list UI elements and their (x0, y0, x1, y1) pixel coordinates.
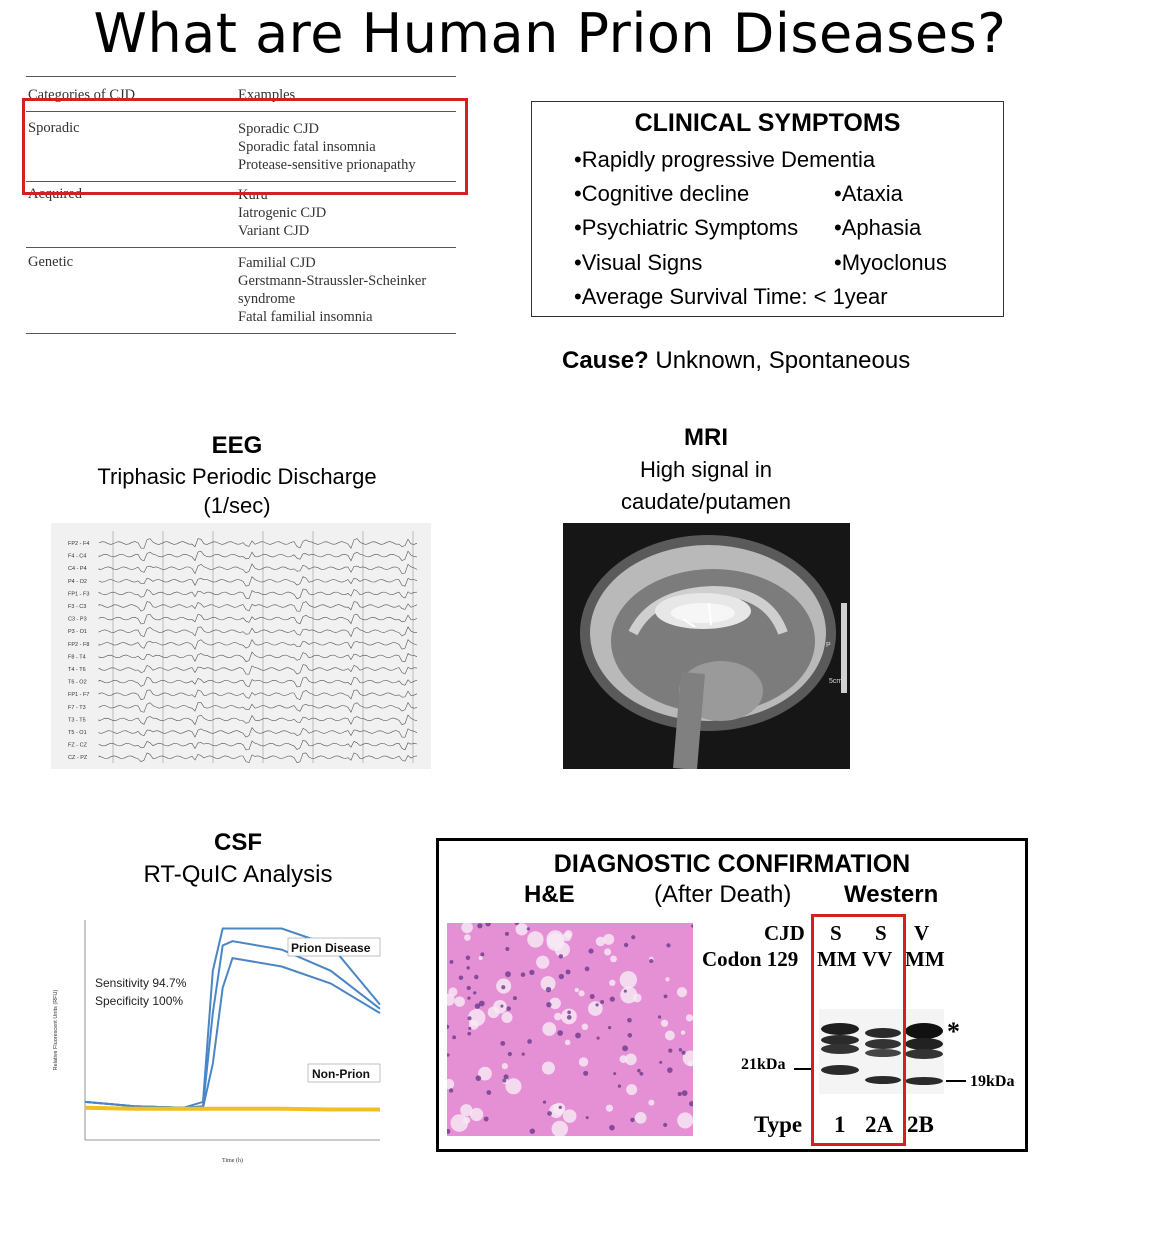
cjd-label: CJD (764, 921, 805, 945)
eeg-channel-label: T4 - T6 (68, 667, 86, 673)
eeg-trace (99, 715, 417, 725)
eeg-channel-label: FP2 - F8 (68, 641, 90, 648)
he-vacuole (609, 980, 615, 986)
eeg-rate: (1/sec) (203, 493, 271, 518)
row-category: Genetic (28, 254, 74, 270)
row-example: Protease-sensitive prionapathy (238, 157, 416, 173)
he-nucleus (608, 1026, 611, 1029)
he-nucleus (467, 986, 471, 990)
he-nucleus (668, 1049, 672, 1053)
sensitivity-label: Sensitivity 94.7% (95, 976, 187, 990)
he-vacuole (588, 1001, 603, 1016)
he-nucleus (450, 960, 454, 964)
he-nucleus (506, 1006, 511, 1011)
he-nucleus (609, 1125, 615, 1131)
symptom-item: •Ataxia (834, 181, 903, 206)
he-nucleus (678, 1092, 682, 1096)
he-nucleus (637, 1069, 641, 1073)
he-nucleus (467, 996, 470, 999)
he-nucleus (627, 1018, 632, 1023)
he-nucleus (529, 970, 534, 975)
y-axis-label: Relative Fluorescent Units (RFU) (53, 989, 59, 1071)
he-nucleus (543, 1100, 546, 1103)
he-nucleus (610, 997, 615, 1002)
he-nucleus (522, 1053, 525, 1056)
he-vacuole (505, 1078, 521, 1094)
he-nucleus (557, 1030, 563, 1036)
he-vacuole (447, 1079, 454, 1089)
he-nucleus (628, 1033, 633, 1038)
he-nucleus (575, 1033, 581, 1039)
he-vacuole (626, 1084, 637, 1095)
he-nucleus (667, 1067, 673, 1073)
he-nucleus (484, 1117, 489, 1122)
he-vacuole (565, 1040, 571, 1046)
mri-sagittal-scan (563, 523, 850, 769)
he-vacuole (578, 990, 584, 996)
lane-codon: MM (817, 947, 857, 971)
he-vacuole (661, 1020, 668, 1027)
eeg-channel-label: FP2 - F4 (68, 541, 90, 547)
he-vacuole (454, 996, 465, 1007)
eeg-trace (99, 551, 417, 561)
series-line (85, 941, 380, 1108)
specificity-label: Specificity 100% (95, 994, 184, 1008)
type-label: Type (754, 1112, 803, 1137)
he-nucleus (613, 1072, 616, 1075)
he-nucleus (513, 996, 517, 1000)
prion-disease-label: Prion Disease (291, 941, 371, 955)
he-nucleus (664, 995, 668, 999)
he-nucleus (600, 1000, 604, 1004)
he-nucleus (447, 1129, 450, 1134)
eeg-trace (99, 665, 417, 675)
he-nucleus (682, 1090, 688, 1096)
row-example: Kuru (238, 187, 268, 203)
eeg-trace (99, 577, 417, 587)
eeg-trace (99, 614, 417, 624)
sporadic-lanes-highlight-box (811, 914, 906, 1146)
he-vacuole (610, 956, 617, 963)
mri-line2: caudate/putamen (620, 489, 792, 514)
symptom-item: •Rapidly progressive Dementia (574, 147, 876, 172)
header-examples: Examples (238, 87, 296, 103)
he-nucleus (586, 1116, 589, 1119)
eeg-channel-label: C3 - P3 (68, 616, 87, 623)
x-axis-label: Time (h) (222, 1158, 243, 1164)
eeg-recording-image (51, 523, 431, 769)
he-nucleus (559, 954, 563, 958)
eeg-channel-label: P4 - O2 (68, 578, 87, 585)
lane-cjd: V (914, 921, 930, 945)
lane-cjd: S (830, 921, 842, 945)
eeg-channel-label: C4 - P4 (68, 566, 87, 573)
he-nucleus (480, 952, 484, 956)
he-nucleus (447, 1053, 450, 1056)
he-vacuole (579, 1057, 588, 1066)
marker-19kda-tick (946, 1080, 966, 1082)
he-vacuole (470, 1108, 483, 1121)
eeg-trace (99, 740, 417, 750)
eeg-trace (99, 640, 417, 650)
he-vacuole (536, 956, 549, 969)
he-nucleus (474, 975, 478, 979)
he-nucleus (459, 975, 463, 979)
mri-brain-image (563, 523, 850, 769)
clinical-symptoms-box (531, 101, 1004, 317)
rt-quic-plot (45, 912, 390, 1167)
eeg-channel-label: FZ - CZ (68, 742, 87, 749)
eeg-channel-label: CZ - PZ (68, 755, 88, 762)
he-nucleus (567, 1010, 571, 1014)
he-nucleus (631, 935, 635, 939)
eeg-channel-label: T3 - T5 (68, 717, 86, 724)
he-nucleus (639, 1072, 643, 1076)
he-nucleus (691, 924, 693, 927)
he-vacuole (501, 1012, 512, 1023)
he-nucleus (452, 1035, 456, 1039)
he-vacuole (493, 1000, 507, 1014)
diagnostic-confirmation-box (436, 838, 1028, 1152)
eeg-channel-label: T6 - O2 (68, 679, 87, 686)
mri-title: MRI (684, 424, 728, 451)
he-vacuole (554, 1013, 562, 1021)
lane-type: 2B (907, 1112, 934, 1137)
eeg-trace (99, 677, 417, 687)
eeg-trace (99, 703, 417, 713)
he-nucleus (566, 970, 571, 975)
symptom-item: •Psychiatric Symptoms (574, 215, 799, 240)
csf-subtitle: RT-QuIC Analysis (143, 861, 333, 888)
row-example: Sporadic fatal insomnia (238, 139, 376, 155)
lane-codon: MM (905, 947, 945, 971)
csf-title: CSF (214, 829, 262, 856)
he-nucleus (559, 1106, 562, 1109)
eeg-trace (99, 690, 417, 700)
he-nucleus (588, 949, 593, 954)
row-example: Iatrogenic CJD (238, 205, 327, 221)
he-nucleus (597, 1037, 600, 1040)
he-nucleus (501, 985, 505, 989)
mri-marker-p: P (826, 642, 831, 649)
header-categories: Categories of CJD (28, 87, 136, 103)
after-death-label: (After Death) (654, 881, 792, 908)
he-vacuole (596, 937, 606, 947)
he-nucleus (559, 974, 564, 979)
eeg-traces (51, 523, 431, 769)
he-nucleus (527, 927, 530, 930)
he-vacuole (552, 1121, 568, 1136)
he-vacuole (464, 934, 471, 941)
cause-text: Unknown, Spontaneous (648, 347, 911, 374)
he-nucleus (630, 1118, 634, 1122)
he-nucleus (624, 990, 627, 993)
he-nucleus (473, 991, 476, 994)
he-nucleus (590, 994, 595, 999)
he-nucleus (658, 1015, 661, 1018)
he-vacuole (527, 931, 543, 947)
eeg-channel-label: FP1 - F7 (68, 692, 90, 699)
he-nucleus (521, 972, 526, 977)
he-vacuole (461, 923, 473, 933)
he-label: H&E (524, 881, 575, 908)
mri-line1: High signal in (639, 457, 773, 482)
he-nucleus (468, 1027, 471, 1030)
he-vacuole (619, 1055, 627, 1063)
marker-19kda: 19kDa (970, 1073, 1015, 1090)
eeg-title: EEG (211, 432, 263, 459)
eeg-channel-label: T5 - O1 (68, 730, 87, 736)
row-category: Sporadic (28, 120, 80, 136)
he-vacuole (686, 1014, 693, 1021)
he-nucleus (485, 923, 491, 926)
mri-scale-label: 5cm (829, 678, 843, 685)
he-nucleus (547, 1111, 552, 1116)
he-nucleus (466, 966, 469, 969)
he-nucleus (505, 947, 509, 951)
series-line (85, 1108, 380, 1110)
sporadic-highlight-box (22, 98, 468, 195)
eeg-channel-label: FP1 - F3 (68, 591, 90, 598)
diagnostic-title: DIAGNOSTIC CONFIRMATION (553, 850, 911, 878)
he-vacuole (463, 1117, 470, 1124)
symptom-item: •Cognitive decline (574, 181, 750, 206)
eeg-trace (99, 602, 417, 612)
he-nucleus (595, 1003, 598, 1006)
he-nucleus (679, 1048, 682, 1051)
row-example: Gerstmann-Straussler-Scheinker (238, 273, 427, 289)
he-vacuole (582, 1024, 588, 1030)
symptom-item: •Visual Signs (574, 250, 703, 275)
mri-caption (556, 424, 856, 518)
he-nucleus (546, 987, 551, 992)
row-example: Familial CJD (238, 255, 316, 271)
he-vacuole (677, 987, 687, 997)
eeg-trace (99, 539, 417, 549)
cause-line (562, 347, 910, 375)
he-histology-image (447, 923, 693, 1136)
he-nucleus (622, 1045, 628, 1051)
eeg-channel-label: F7 - T3 (68, 704, 86, 711)
he-nucleus (486, 1090, 491, 1095)
he-vacuole (604, 948, 611, 955)
western-label: Western (844, 881, 939, 908)
eeg-trace (99, 753, 417, 763)
row-example: Sporadic CJD (238, 121, 319, 137)
he-vacuole (575, 988, 579, 992)
he-nucleus (583, 1071, 588, 1076)
rt-quic-chart (45, 912, 390, 1167)
he-nucleus (505, 971, 511, 977)
he-nucleus (505, 932, 509, 936)
eeg-channel-label: F3 - C3 (68, 604, 87, 610)
he-nucleus (546, 1002, 551, 1007)
eeg-channel-label: F4 - C4 (68, 553, 87, 560)
he-nucleus (649, 959, 653, 963)
lane-codon: VV (862, 947, 893, 971)
row-example: syndrome (238, 291, 296, 307)
he-nucleus (689, 1101, 693, 1106)
eeg-trace (99, 564, 417, 574)
row-category: Acquired (28, 186, 82, 202)
band-star: * (947, 1017, 960, 1046)
row-example: Fatal familial insomnia (238, 309, 373, 325)
he-vacuole (681, 1030, 685, 1034)
he-nucleus (618, 1084, 621, 1087)
eeg-channel-label: F8 - T4 (68, 654, 86, 661)
he-vacuole (665, 1031, 675, 1041)
he-vacuole (479, 956, 483, 960)
he-tissue-pattern (447, 923, 693, 1136)
he-nucleus (530, 1128, 535, 1133)
eeg-trace (99, 728, 417, 738)
he-vacuole (677, 1112, 693, 1128)
symptom-item: •Myoclonus (834, 250, 947, 275)
he-nucleus (500, 1041, 505, 1046)
eeg-channel-label: P3 - O1 (68, 629, 87, 636)
codon-label: Codon 129 (702, 947, 799, 971)
he-vacuole (563, 1109, 576, 1122)
he-nucleus (585, 966, 590, 971)
he-vacuole (542, 1062, 555, 1075)
he-nucleus (466, 956, 470, 960)
he-nucleus (682, 1051, 686, 1055)
he-nucleus (467, 1032, 471, 1036)
marker-21kda: 21kDa (741, 1056, 786, 1073)
row-example: Variant CJD (238, 223, 310, 239)
he-nucleus (567, 1015, 572, 1020)
he-nucleus (527, 1039, 532, 1044)
he-nucleus (449, 1088, 453, 1092)
symptom-item: •Aphasia (834, 215, 922, 240)
page-title: What are Human Prion Diseases? (93, 2, 1007, 65)
he-vacuole (620, 971, 637, 988)
he-nucleus (663, 1123, 667, 1127)
he-vacuole (635, 1112, 647, 1124)
he-nucleus (500, 1005, 503, 1008)
eeg-trace (99, 627, 417, 637)
eeg-caption (86, 432, 388, 520)
csf-caption (118, 829, 358, 890)
he-nucleus (504, 1074, 509, 1079)
he-nucleus (624, 943, 628, 947)
he-nucleus (659, 1061, 662, 1064)
he-vacuole (665, 977, 669, 981)
symptoms-title: CLINICAL SYMPTOMS (634, 109, 901, 137)
he-vacuole (648, 1100, 654, 1106)
lane-type: 1 (834, 1112, 846, 1137)
non-prion-label: Non-Prion (312, 1067, 370, 1081)
he-vacuole (606, 1105, 613, 1112)
he-nucleus (476, 1075, 482, 1081)
lane-cjd: S (875, 921, 887, 945)
he-vacuole (620, 986, 637, 1003)
he-nucleus (508, 1052, 512, 1056)
he-nucleus (477, 923, 482, 928)
he-nucleus (479, 1001, 485, 1007)
eeg-trace (99, 589, 417, 599)
he-vacuole (502, 1063, 508, 1069)
eeg-trace (99, 652, 417, 662)
table-row (26, 248, 456, 334)
symptom-item: •Average Survival Time: < 1year (574, 284, 888, 309)
he-vacuole (546, 930, 564, 948)
he-nucleus (666, 943, 670, 947)
cause-label: Cause? (562, 347, 649, 374)
he-vacuole (542, 1022, 556, 1036)
eeg-subtitle: Triphasic Periodic Discharge (97, 464, 377, 489)
he-nucleus (447, 1025, 449, 1029)
he-nucleus (467, 1016, 471, 1020)
lane-type: 2A (865, 1112, 894, 1137)
